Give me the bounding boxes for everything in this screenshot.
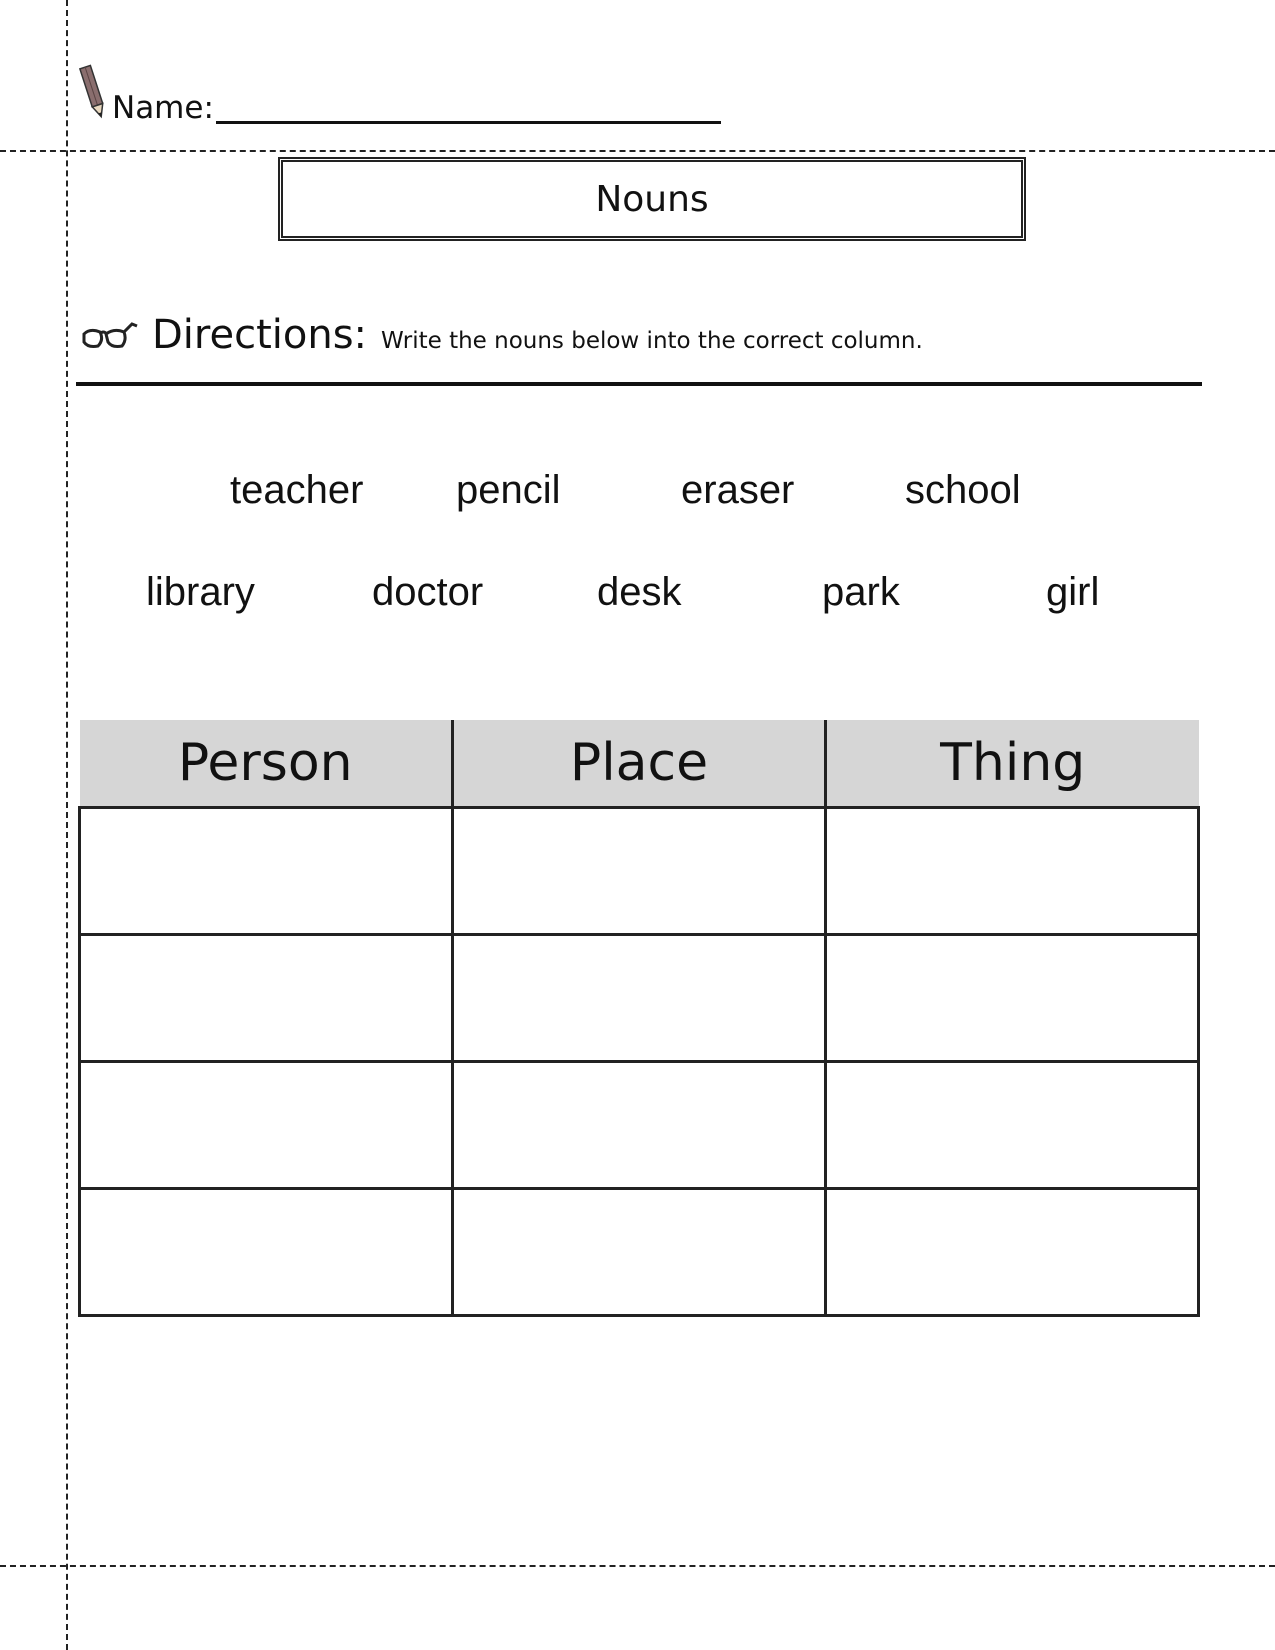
word-bank-item: doctor bbox=[372, 570, 484, 614]
word-bank-item: library bbox=[146, 570, 255, 614]
title-box bbox=[278, 157, 1026, 241]
word-bank-item: eraser bbox=[681, 468, 795, 512]
answer-cell[interactable] bbox=[826, 1189, 1199, 1316]
answer-cell[interactable] bbox=[453, 1189, 826, 1316]
directions-text: Write the nouns below into the correct column. bbox=[381, 328, 923, 354]
answer-cell[interactable] bbox=[453, 935, 826, 1062]
column-header-thing: Thing bbox=[826, 720, 1199, 808]
answer-cell[interactable] bbox=[826, 1062, 1199, 1189]
answer-cell[interactable] bbox=[80, 935, 453, 1062]
column-header-person: Person bbox=[80, 720, 453, 808]
word-bank-item: school bbox=[905, 468, 1021, 512]
word-bank-item: girl bbox=[1046, 570, 1100, 614]
answer-cell[interactable] bbox=[80, 808, 453, 935]
word-bank-item: desk bbox=[597, 570, 682, 614]
worksheet-title: Nouns bbox=[595, 178, 709, 220]
table-row bbox=[80, 935, 1199, 1062]
name-row bbox=[78, 62, 721, 124]
directions-label: Directions: bbox=[152, 312, 368, 358]
glasses-icon bbox=[80, 320, 140, 350]
table-header-row bbox=[80, 720, 1199, 808]
top-cut-line bbox=[0, 150, 1275, 152]
table-row bbox=[80, 1189, 1199, 1316]
word-bank-item: pencil bbox=[456, 468, 561, 512]
table-row bbox=[80, 1062, 1199, 1189]
column-header-place: Place bbox=[453, 720, 826, 808]
word-bank-item: park bbox=[822, 570, 900, 614]
bottom-cut-line bbox=[0, 1565, 1275, 1567]
answer-cell[interactable] bbox=[453, 808, 826, 935]
answer-cell[interactable] bbox=[80, 1062, 453, 1189]
answer-cell[interactable] bbox=[826, 808, 1199, 935]
answer-cell[interactable] bbox=[453, 1062, 826, 1189]
name-label: Name: bbox=[112, 90, 214, 126]
table-row bbox=[80, 808, 1199, 935]
directions-divider bbox=[76, 382, 1202, 386]
sorting-table bbox=[78, 720, 1200, 1317]
directions-row bbox=[80, 312, 923, 358]
word-bank-item: teacher bbox=[230, 468, 364, 512]
pencil-icon bbox=[78, 62, 108, 124]
answer-cell[interactable] bbox=[80, 1189, 453, 1316]
name-field[interactable] bbox=[216, 93, 721, 124]
answer-cell[interactable] bbox=[826, 935, 1199, 1062]
vertical-cut-line bbox=[66, 0, 68, 1650]
